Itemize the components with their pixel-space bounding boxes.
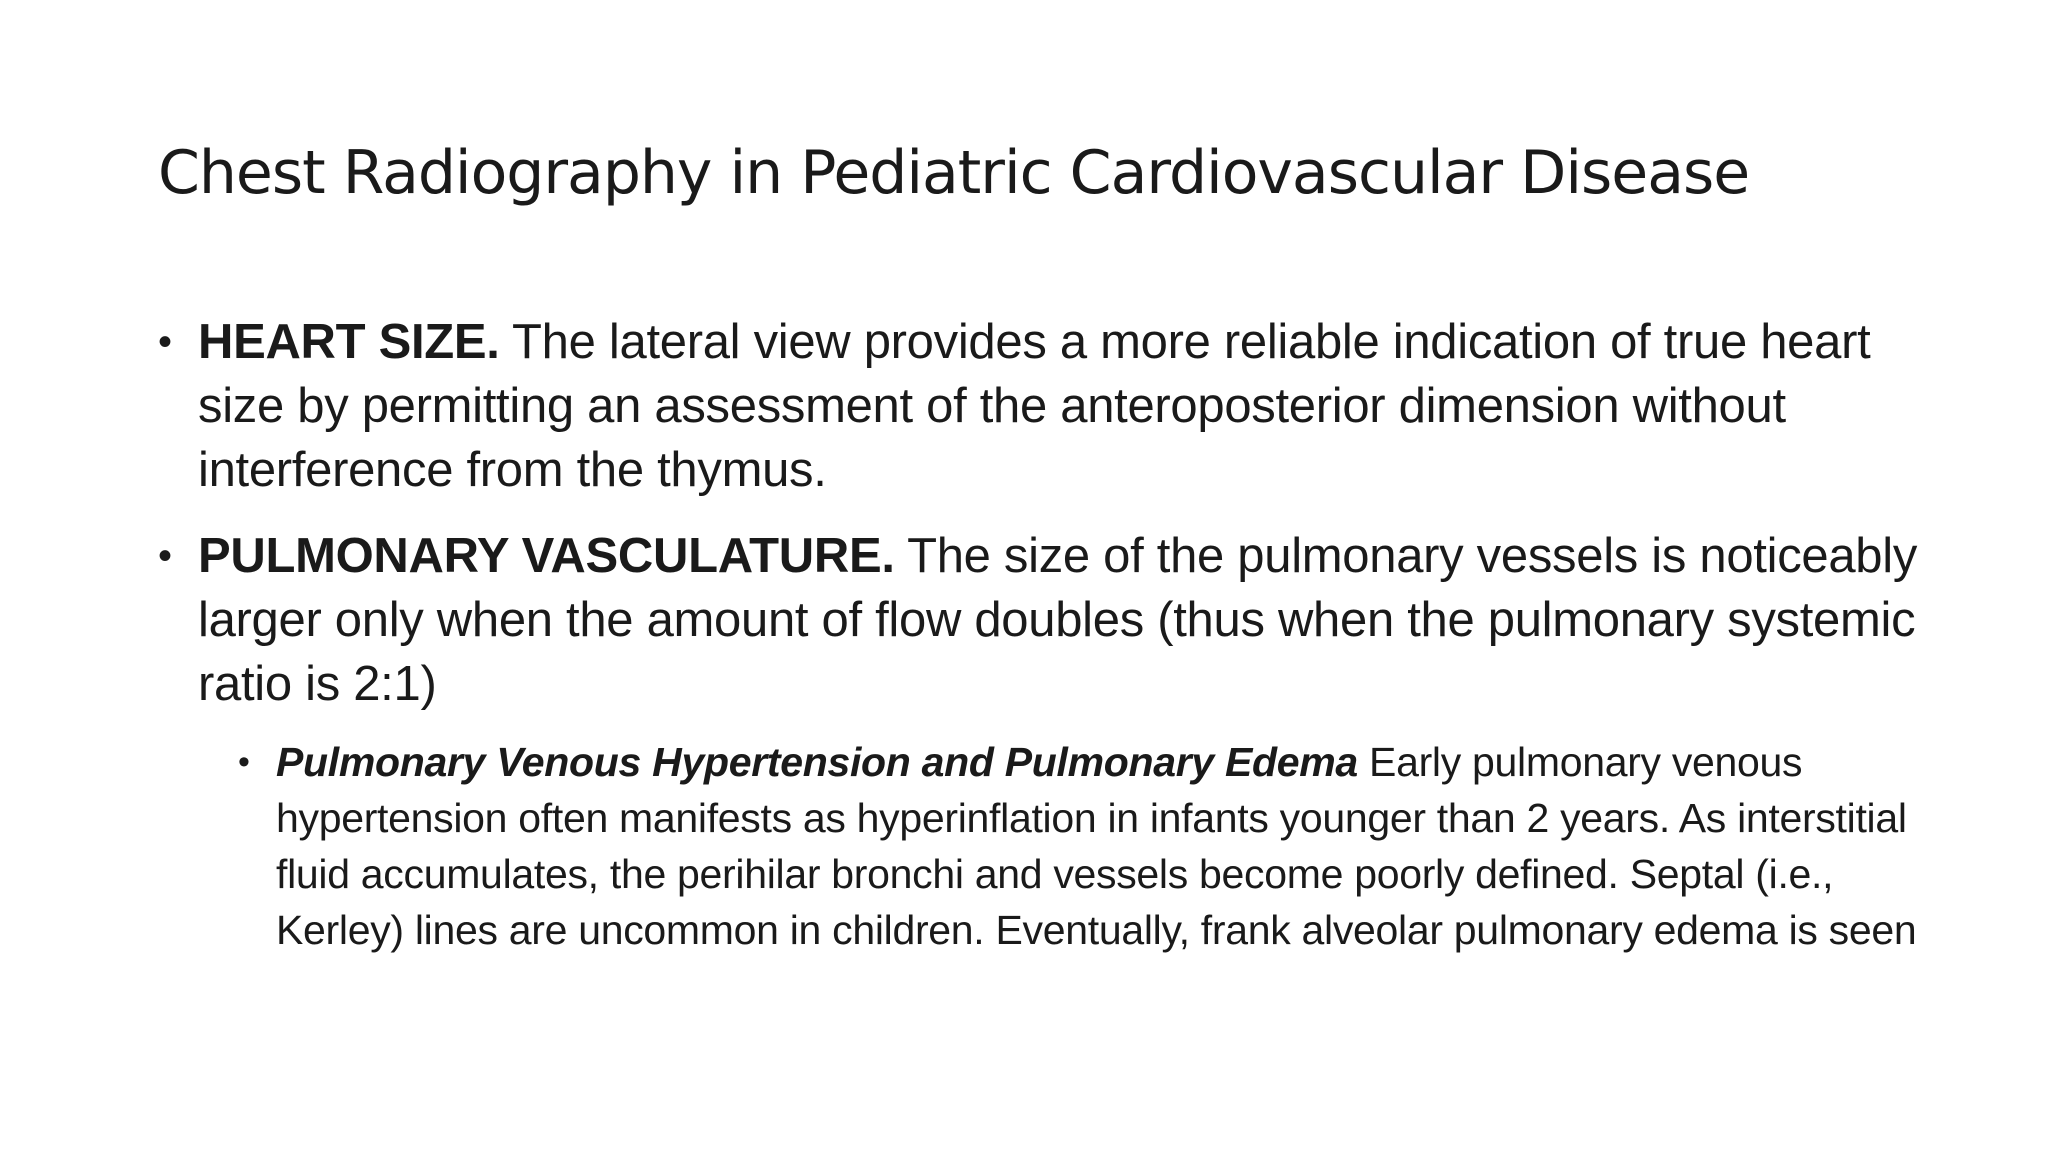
- bullet-list: [158, 310, 1918, 980]
- sub-bullet-lead: Pulmonary Venous Hypertension and Pulmonary Edema: [276, 739, 1358, 785]
- slide-title: Chest Radiography in Pediatric Cardiovascular Disease: [158, 138, 1750, 208]
- bullet-lead: PULMONARY VASCULATURE.: [198, 529, 895, 583]
- bullet-text: The size of the pulmonary vessels is noticeably larger only when the amount of flow doubles (thus when the pulmonary systemic ratio is 2:1): [198, 529, 1918, 711]
- bullet-pulmonary-vasculature: [158, 524, 1918, 958]
- sub-bullet-venous-hypertension: [198, 734, 1918, 958]
- bullet-marker: •: [158, 534, 172, 578]
- sub-bullet-text: Early pulmonary venous hypertension often manifests as hyperinflation in infants younger than 2 years. As interstitial fluid accumulates, the perihilar bronchi and vessels become poorly defined. Septal (i.e., Kerley) lines are uncommon in children. Eventually, frank alveolar pulmonary edema is seen: [276, 739, 1917, 953]
- bullet-heart-size: [158, 310, 1918, 502]
- sub-bullet-marker: •: [238, 743, 250, 781]
- bullet-lead: HEART SIZE.: [198, 315, 500, 369]
- bullet-text: The lateral view provides a more reliable indication of true heart size by permitting an assessment of the anteroposterior dimension without interference from the thymus.: [198, 315, 1871, 497]
- sub-bullet-list: [198, 734, 1918, 958]
- bullet-marker: •: [158, 320, 172, 364]
